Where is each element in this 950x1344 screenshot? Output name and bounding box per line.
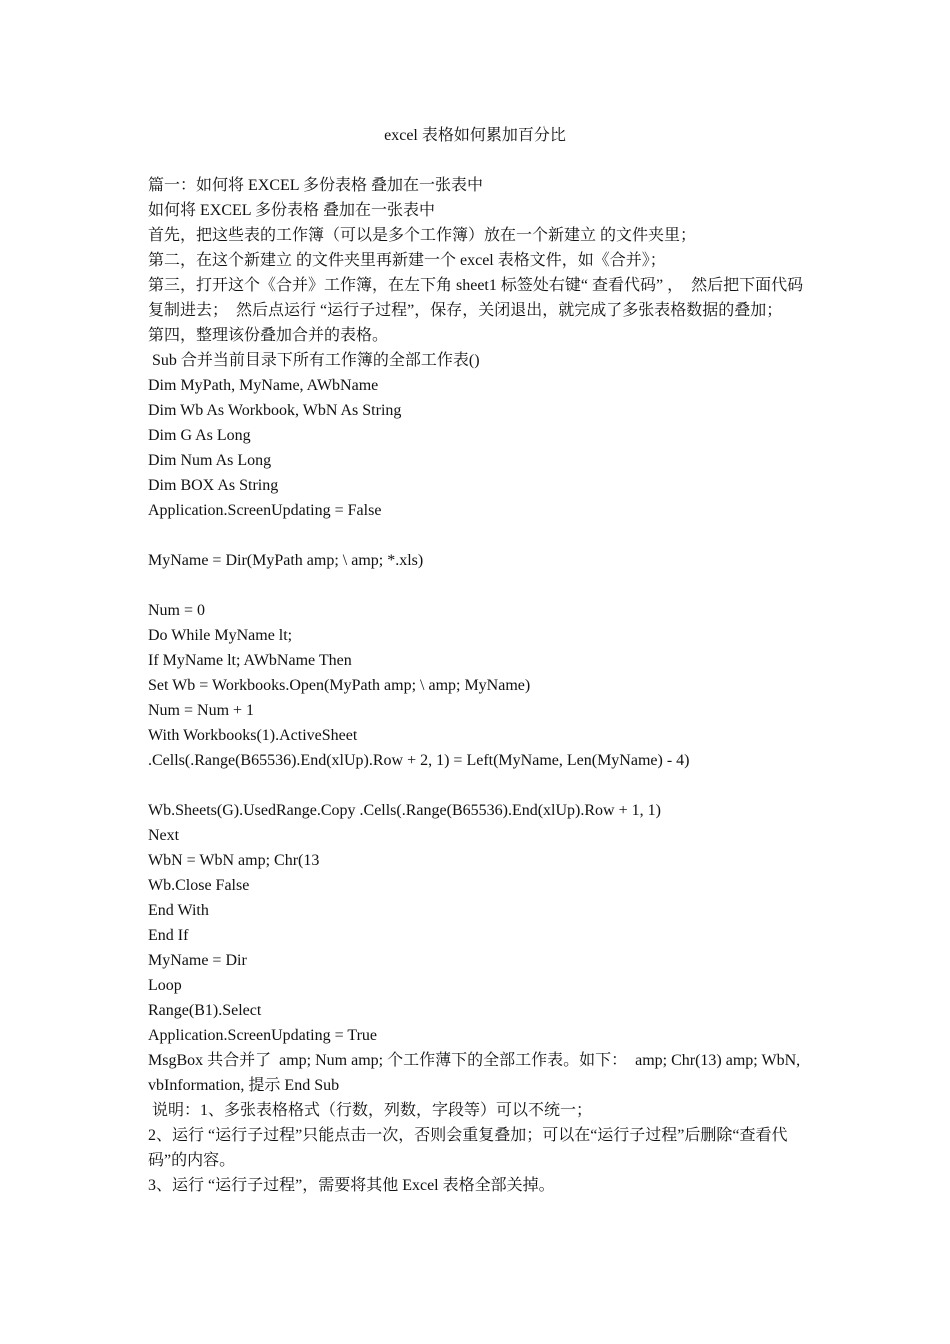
code-line: Sub 合并当前目录下所有工作簿的全部工作表(): [152, 352, 480, 369]
code-line: End If: [148, 927, 189, 944]
text-line: 第三，打开这个《合并》工作簿，在左下角 sheet1 标签处右键“ 查看代码” ， 然后把下面代码 复制进去； 然后点运行 “运行子过程”，保存，关闭退出，就完成了多张表格数据的叠加；: [148, 277, 808, 319]
code-line: End With: [148, 902, 209, 919]
document-body: [144, 173, 808, 1198]
text-line: 3、运行 “运行子过程”，需要将其他 Excel 表格全部关掉。: [148, 1177, 555, 1194]
code-line: Loop: [148, 977, 182, 994]
code-line: Num = Num + 1: [148, 702, 255, 719]
code-line: Dim Num As Long: [148, 452, 272, 469]
code-line: Wb.Sheets(G).UsedRange.Copy .Cells(.Range(B65536).End(xlUp).Row + 1, 1): [148, 802, 661, 819]
code-line: If MyName lt; AWbName Then: [148, 652, 352, 669]
code-line: Dim G As Long: [148, 427, 251, 444]
text-line: 如何将 EXCEL 多份表格 叠加在一张表中: [148, 202, 435, 219]
code-line: Dim MyPath, MyName, AWbName: [148, 377, 379, 394]
code-line: Next: [148, 827, 180, 844]
code-line: Set Wb = Workbooks.Open(MyPath amp; \ amp; MyName): [148, 677, 531, 694]
text-line: 第四，整理该份叠加合并的表格。: [148, 327, 389, 344]
blank-line: [144, 523, 808, 548]
code-line: Num = 0: [148, 602, 206, 619]
code-line: MsgBox 共合并了 amp; Num amp; 个工作薄下的全部工作表。如下： amp; Chr(13) amp; WbN, vbInformation, 提示 End Sub: [148, 1052, 805, 1094]
code-line: WbN = WbN amp; Chr(13: [148, 852, 320, 869]
code-line: Do While MyName lt;: [148, 627, 293, 644]
text-line: 2、运行 “运行子过程”只能点击一次，否则会重复叠加；可以在“运行子过程”后删除“查看代码”的内容。: [148, 1127, 788, 1169]
code-line: .Cells(.Range(B65536).End(xlUp).Row + 2, 1) = Left(MyName, Len(MyName) - 4): [148, 752, 690, 769]
code-line: Dim Wb As Workbook, WbN As String: [148, 402, 402, 419]
text-line: 第二，在这个新建立 的文件夹里再新建一个 excel 表格文件，如《合并》；: [148, 252, 666, 269]
code-line: Range(B1).Select: [148, 1002, 262, 1019]
code-line: MyName = Dir: [148, 952, 247, 969]
text-line: 篇一：如何将 EXCEL 多份表格 叠加在一张表中: [148, 177, 483, 194]
text-line: 首先，把这些表的工作簿（可以是多个工作簿）放在一个新建立 的文件夹里；: [148, 227, 697, 244]
blank-line: [144, 773, 808, 798]
code-line: Application.ScreenUpdating = False: [148, 502, 382, 519]
text-line: 说明：1、多张表格格式（行数，列数，字段等）可以不统一；: [152, 1102, 593, 1119]
document-title: excel 表格如何累加百分比: [384, 127, 566, 144]
code-line: MyName = Dir(MyPath amp; \ amp; *.xls): [148, 552, 424, 569]
code-line: Wb.Close False: [148, 877, 250, 894]
code-line: Dim BOX As String: [148, 477, 279, 494]
blank-line: [144, 573, 808, 598]
code-line: Application.ScreenUpdating = True: [148, 1027, 377, 1044]
code-line: With Workbooks(1).ActiveSheet: [148, 727, 358, 744]
